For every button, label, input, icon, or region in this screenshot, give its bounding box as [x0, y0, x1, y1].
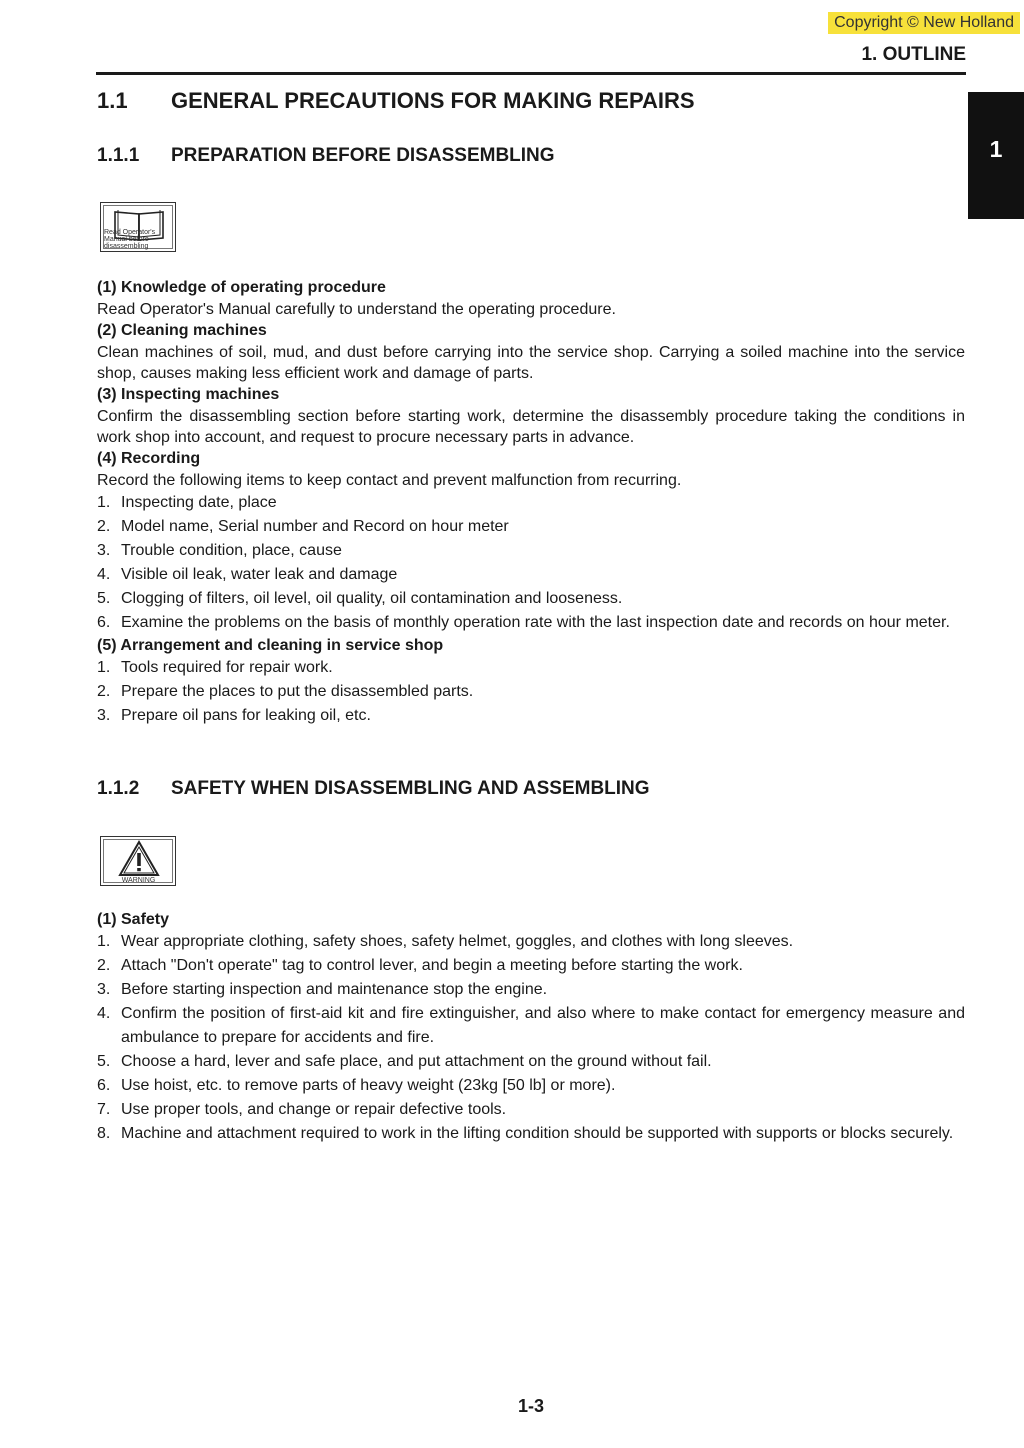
list-item: 6. Examine the problems on the basis of monthly operation rate with the last inspection date and records on hour meter.	[97, 614, 950, 631]
knowledge-heading: (1) Knowledge of operating procedure	[97, 279, 386, 296]
warning-triangle-icon	[103, 839, 175, 879]
subsection-number: 1.1.2	[97, 778, 140, 799]
warning-icon-box	[100, 836, 176, 886]
list-item: 4. Visible oil leak, water leak and damage	[97, 566, 398, 583]
subsection-title: SAFETY WHEN DISASSEMBLING AND ASSEMBLING	[171, 778, 650, 799]
section-number: 1.1	[97, 88, 128, 113]
knowledge-text: Read Operator's Manual carefully to understand the operating procedure.	[97, 301, 616, 318]
chapter-tab: 1	[968, 92, 1024, 219]
list-item: 8. Machine and attachment required to work in the lifting condition should be supported with supports or blocks securely.	[97, 1125, 954, 1142]
arrangement-list	[97, 656, 965, 728]
list-item: 3. Before starting inspection and maintenance stop the engine.	[97, 981, 548, 998]
list-item: 4. Confirm the position of first-aid kit and fire extinguisher, and also where to make contact for emergency measure and ambulance to prepare for accidents and fire.	[97, 1005, 965, 1046]
list-item: 3. Trouble condition, place, cause	[97, 542, 342, 559]
list-item: 7. Use proper tools, and change or repair defective tools.	[97, 1101, 507, 1118]
section-title: GENERAL PRECAUTIONS FOR MAKING REPAIRS	[171, 88, 695, 113]
list-item: 6. Use hoist, etc. to remove parts of heavy weight (23kg [50 lb] or more).	[97, 1077, 616, 1094]
safety-heading: (1) Safety	[97, 911, 170, 928]
subsection-title: PREPARATION BEFORE DISASSEMBLING	[171, 145, 555, 166]
subsection-heading-safety	[97, 778, 965, 800]
cleaning-heading: (2) Cleaning machines	[97, 322, 267, 339]
recording-text: Record the following items to keep contact and prevent malfunction from recurring.	[97, 472, 682, 489]
list-item: 2. Model name, Serial number and Record on hour meter	[97, 518, 509, 535]
list-item: 5. Clogging of filters, oil level, oil quality, oil contamination and looseness.	[97, 590, 623, 607]
copyright-banner: Copyright © New Holland	[828, 12, 1020, 34]
inspecting-heading: (3) Inspecting machines	[97, 386, 280, 403]
recording-heading: (4) Recording	[97, 450, 201, 467]
list-item: 1. Wear appropriate clothing, safety shoes, safety helmet, goggles, and clothes with long sleeves.	[97, 933, 794, 950]
subsection-number: 1.1.1	[97, 145, 140, 166]
arrangement-heading: (5) Arrangement and cleaning in service shop	[97, 637, 444, 654]
recording-list	[97, 491, 965, 635]
section-heading	[97, 86, 965, 116]
subsection-heading-preparation	[97, 145, 965, 167]
cleaning-text: Clean machines of soil, mud, and dust before carrying into the service shop. Carrying a soiled machine into the service shop, causes making less efficient work and damage of parts.	[97, 344, 965, 382]
page-number: 1-3	[517, 1396, 544, 1416]
list-item: 1. Tools required for repair work.	[97, 659, 333, 676]
icon-caption: Read Operator's Manual before disassembling	[104, 229, 156, 250]
inspecting-text: Confirm the disassembling section before starting work, determine the disassembly procedure taking the conditions in work shop into account, and request to procure necessary parts in advance.	[97, 408, 965, 446]
safety-list	[97, 930, 965, 1146]
icon-caption: WARNING	[121, 877, 156, 884]
page-content	[97, 86, 965, 1146]
read-manual-icon	[100, 202, 176, 252]
list-item: 3. Prepare oil pans for leaking oil, etc.	[97, 707, 371, 724]
list-item: 1. Inspecting date, place	[97, 494, 277, 511]
list-item: 2. Attach "Don't operate" tag to control lever, and begin a meeting before starting the work.	[97, 957, 743, 974]
list-item: 5. Choose a hard, lever and safe place, and put attachment on the ground without fail.	[97, 1053, 712, 1070]
list-item: 2. Prepare the places to put the disassembled parts.	[97, 683, 474, 700]
chapter-header: 1. OUTLINE	[96, 44, 966, 75]
